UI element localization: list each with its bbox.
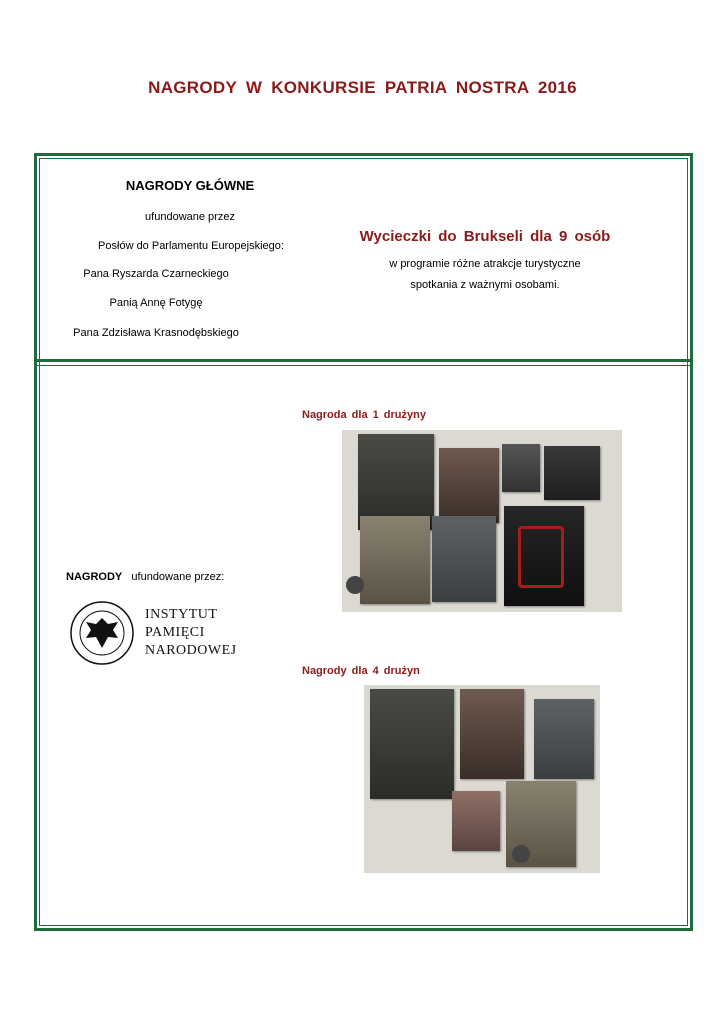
compass-object — [346, 576, 364, 594]
prize-trip-desc-1: w programie różne atrakcje turystyczne — [389, 258, 581, 270]
ipn-logo-line-2: PAMIĘCI — [145, 625, 205, 640]
book-cover — [544, 446, 600, 500]
book-cover — [360, 516, 430, 604]
donor-2: Panią Annę Fotygę — [109, 297, 203, 309]
book-cover — [370, 689, 454, 799]
book-cover — [432, 516, 496, 602]
funded-by-text: ufundowane przez — [145, 211, 235, 223]
other-prizes-label-rest: ufundowane przez: — [131, 571, 225, 583]
other-prizes-label — [66, 571, 224, 583]
prize-trip-title: Wycieczki do Brukseli dla 9 osób — [359, 228, 611, 245]
frame-divider — [34, 359, 693, 366]
other-prizes-label-bold: NAGRODY — [66, 571, 123, 583]
prize-four-teams-heading: Nagrody dla 4 drużyn — [302, 665, 420, 677]
book-cover — [452, 791, 500, 851]
ipn-logo-line-3: NARODOWEJ — [145, 643, 237, 658]
page-title: NAGRODY W KONKURSIE PATRIA NOSTRA 2016 — [148, 78, 577, 97]
ipn-logo-line-1: INSTYTUT — [145, 607, 218, 622]
prize-trip-desc-2: spotkania z ważnymi osobami. — [410, 279, 560, 291]
compass-object — [512, 845, 530, 863]
donors-intro: Posłów do Parlamentu Europejskiego: — [98, 240, 284, 252]
main-prizes-heading: NAGRODY GŁÓWNE — [125, 178, 255, 193]
book-cover — [502, 444, 540, 492]
book-cover — [460, 689, 524, 779]
ipn-emblem-icon — [66, 600, 138, 666]
book-cover — [534, 699, 594, 779]
donor-1: Pana Ryszarda Czarneckiego — [83, 268, 229, 280]
prize-books-photo-1 — [342, 430, 622, 612]
book-cover — [504, 506, 584, 606]
book-cover — [439, 448, 499, 523]
donor-3: Pana Zdzisława Krasnodębskiego — [73, 327, 239, 339]
prize-one-team-heading: Nagroda dla 1 drużyny — [302, 409, 426, 421]
prize-books-photo-2 — [364, 685, 600, 873]
